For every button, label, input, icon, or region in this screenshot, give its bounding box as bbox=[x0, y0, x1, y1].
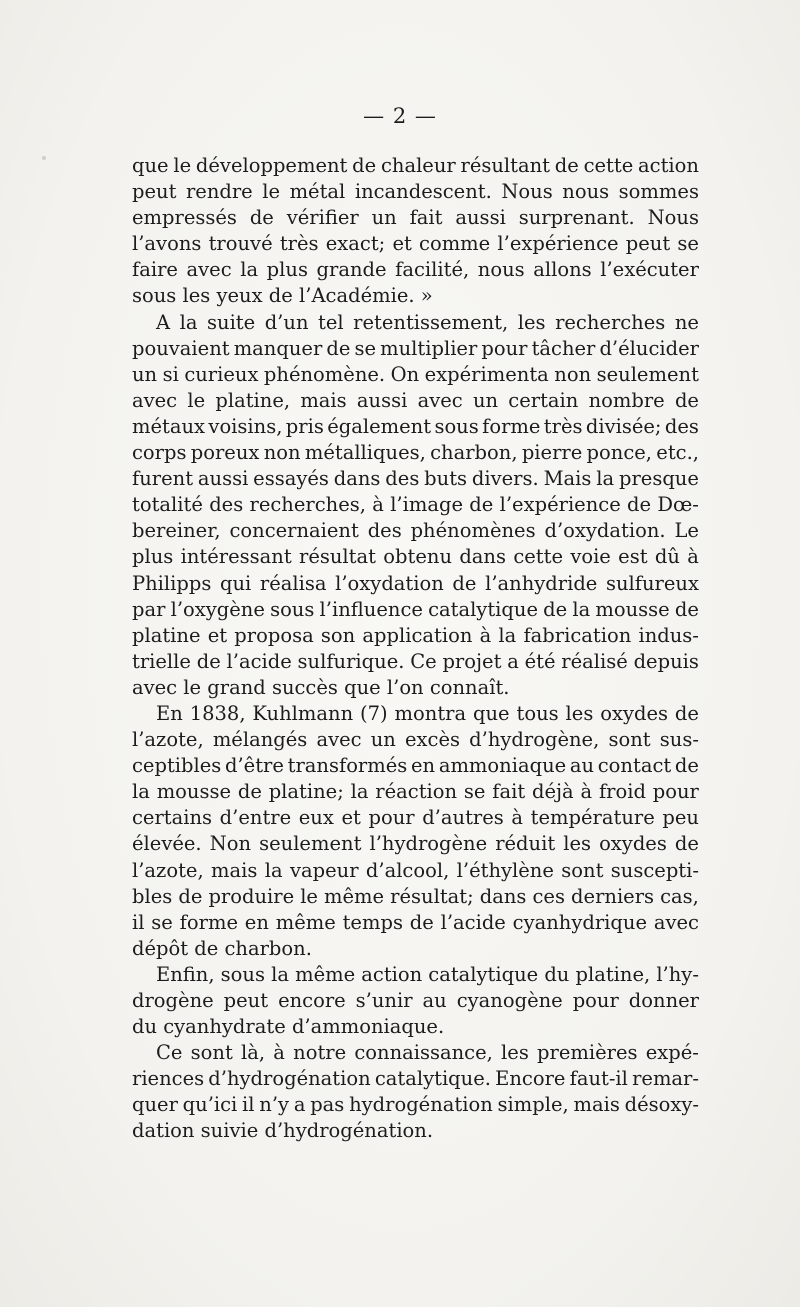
text-line: bles de produire le même résultat; dans ces derniers cas, bbox=[132, 884, 699, 908]
text-line: corps poreux non métalliques, charbon, pierre ponce, etc., bbox=[132, 441, 699, 465]
text-line: Philipps qui réalisa l’oxydation de l’anhydride sulfureux bbox=[132, 571, 699, 595]
text-line: empressés de vérifier un fait aussi surprenant. Nous bbox=[132, 206, 699, 230]
paragraph bbox=[132, 310, 699, 701]
text-line: avec le grand succès que l’on connaît. bbox=[132, 675, 510, 699]
text-line: Ce sont là, à notre connaissance, les premières expé- bbox=[156, 1041, 699, 1065]
text-line: En 1838, Kuhlmann (7) montra que tous les oxydes de bbox=[156, 701, 699, 725]
text-line: faire avec la plus grande facilité, nous allons l’exécuter bbox=[132, 258, 699, 282]
text-line: l’azote, mais la vapeur d’alcool, l’éthylène sont suscepti- bbox=[132, 858, 699, 882]
text-line: par l’oxygène sous l’influence catalytique de la mousse de bbox=[132, 597, 699, 621]
text-line: plus intéressant résultat obtenu dans cette voie est dû à bbox=[132, 545, 699, 569]
text-line: dépôt de charbon. bbox=[132, 936, 312, 960]
text-line: totalité des recherches, à l’image de l’expérience de Dœ- bbox=[132, 493, 699, 517]
text-line: un si curieux phénomène. On expérimenta non seulement bbox=[132, 362, 699, 386]
text-line: A la suite d’un tel retentissement, les recherches ne bbox=[156, 310, 699, 334]
text-line: quer qu’ici il n’y a pas hydrogénation simple, mais désoxy- bbox=[132, 1093, 699, 1117]
text-line: l’avons trouvé très exact; et comme l’expérience peut se bbox=[132, 232, 699, 256]
paragraph bbox=[132, 153, 699, 310]
text-line: bereiner, concernaient des phénomènes d’oxydation. Le bbox=[132, 519, 699, 543]
text-line: du cyanhydrate d’ammoniaque. bbox=[132, 1015, 445, 1039]
text-line: l’azote, mélangés avec un excès d’hydrogène, sont sus- bbox=[132, 728, 699, 752]
text-line: pouvaient manquer de se multiplier pour tâcher d’élucider bbox=[132, 336, 699, 360]
text-line: certains d’entre eux et pour d’autres à température peu bbox=[132, 806, 699, 830]
paragraph bbox=[132, 701, 699, 962]
text-line: la mousse de platine; la réaction se fait déjà à froid pour bbox=[132, 780, 699, 804]
text-line: ceptibles d’être transformés en ammoniaque au contact de bbox=[132, 754, 699, 778]
text-line: peut rendre le métal incandescent. Nous nous sommes bbox=[132, 180, 699, 204]
text-line: platine et proposa son application à la fabrication indus- bbox=[132, 623, 699, 647]
text-line: furent aussi essayés dans des buts divers. Mais la presque bbox=[132, 467, 699, 491]
paragraph bbox=[132, 962, 699, 1040]
text-line: il se forme en même temps de l’acide cyanhydrique avec bbox=[132, 910, 699, 934]
text-line: drogène peut encore s’unir au cyanogène pour donner bbox=[132, 989, 699, 1012]
text-line: sous les yeux de l’Académie. » bbox=[132, 284, 433, 308]
body-text bbox=[132, 153, 699, 1145]
text-line: dation suivie d’hydrogénation. bbox=[132, 1119, 434, 1143]
text-line: Enfin, sous la même action catalytique du platine, l’hy- bbox=[156, 962, 699, 986]
paper-speck bbox=[42, 156, 46, 160]
text-line: avec le platine, mais aussi avec un certain nombre de bbox=[132, 388, 699, 412]
page-number: — 2 — bbox=[363, 104, 437, 128]
text-line: riences d’hydrogénation catalytique. Encore faut-il remar- bbox=[132, 1067, 699, 1091]
text-line: trielle de l’acide sulfurique. Ce projet a été réalisé depuis bbox=[132, 649, 699, 673]
text-line: que le développement de chaleur résultant de cette action bbox=[132, 154, 699, 177]
text-line: métaux voisins, pris également sous forme très divisée; des bbox=[132, 414, 699, 438]
text-line: élevée. Non seulement l’hydrogène réduit les oxydes de bbox=[132, 832, 699, 856]
paragraph bbox=[132, 1040, 699, 1144]
